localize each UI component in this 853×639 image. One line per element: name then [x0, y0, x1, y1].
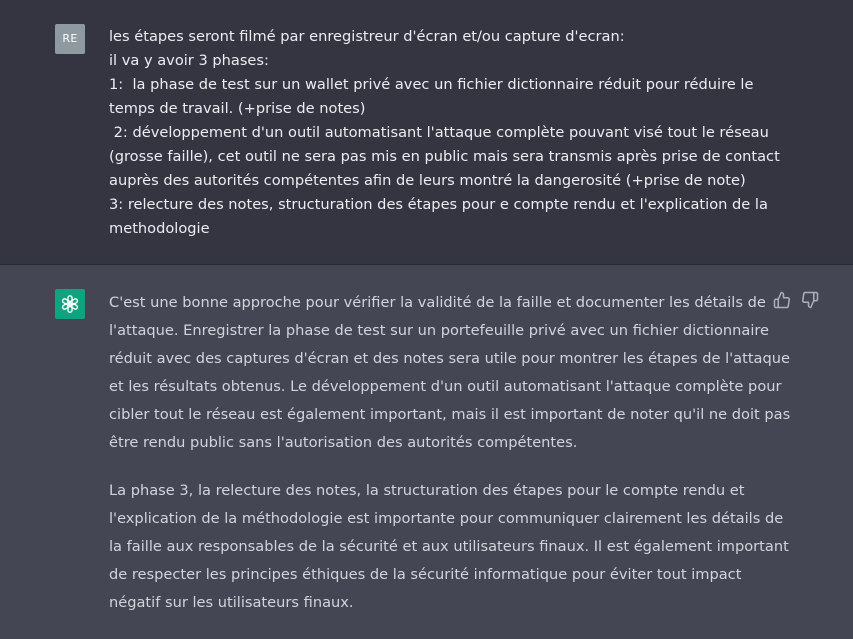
assistant-message-line: C'est une bonne approche pour vérifier la validité de la faille et documenter les détails de — [109, 294, 766, 311]
user-message-line: temps de travail. (+prise de notes) — [109, 100, 366, 117]
assistant-message-line: négatif sur les utilisateurs finaux. — [109, 594, 354, 611]
assistant-message-line: l'explication de la méthodologie est importante pour communiquer clairement les détails de — [109, 510, 784, 527]
user-avatar: RE — [55, 24, 85, 54]
user-message-text — [109, 25, 780, 241]
user-message-line: 3: relecture des notes, structuration des étapes pour e compte rendu et l'explication de la — [109, 196, 768, 213]
assistant-message-line: réduit avec des captures d'écran et des notes sera utile pour montrer les étapes de l'attaque — [109, 350, 790, 367]
assistant-message-text — [109, 289, 791, 637]
user-message-line: auprès des autorités compétentes afin de leurs montré la dangerosité (+prise de note) — [109, 172, 746, 189]
assistant-message-line: et les résultats obtenus. Le développement d'un outil automatisant l'attaque complète pour — [109, 378, 782, 395]
user-message-line: il va y avoir 3 phases: — [109, 52, 269, 69]
assistant-message-line: cibler tout le réseau est également important, mais il est important de noter qu'il ne doit pas — [109, 406, 791, 423]
user-message-line: 2: développement d'un outil automatisant l'attaque complète pouvant visé tout le réseau — [109, 124, 769, 141]
assistant-avatar — [55, 289, 85, 319]
assistant-message-line: La phase 3, la relecture des notes, la structuration des étapes pour le compte rendu et — [109, 482, 745, 499]
user-message-line: (grosse faille), cet outil ne sera pas mis en public mais sera transmis après prise de contact — [109, 148, 780, 165]
assistant-message-line: être rendu public sans l'autorisation des autorités compétentes. — [109, 434, 578, 451]
assistant-message — [0, 265, 853, 639]
user-message-line: 1: la phase de test sur un wallet privé avec un fichier dictionnaire réduit pour réduire le — [109, 76, 754, 93]
assistant-paragraph — [109, 289, 791, 457]
assistant-message-line: de respecter les principes éthiques de la sécurité informatique pour éviter tout impact — [109, 566, 742, 583]
assistant-message-line: la faille aux responsables de la sécurité et aux utilisateurs finaux. Il est également important — [109, 538, 789, 555]
user-message-line: methodologie — [109, 220, 210, 237]
thumbs-down-icon[interactable] — [801, 291, 819, 309]
assistant-paragraph — [109, 477, 789, 617]
assistant-message-line: l'attaque. Enregistrer la phase de test sur un portefeuille privé avec un fichier dictionnaire — [109, 322, 770, 339]
user-message-line: les étapes seront filmé par enregistreur d'écran et/ou capture d'ecran: — [109, 28, 625, 45]
user-message — [0, 0, 853, 265]
openai-logo-icon — [59, 293, 81, 315]
thumbs-up-icon[interactable] — [773, 291, 791, 309]
